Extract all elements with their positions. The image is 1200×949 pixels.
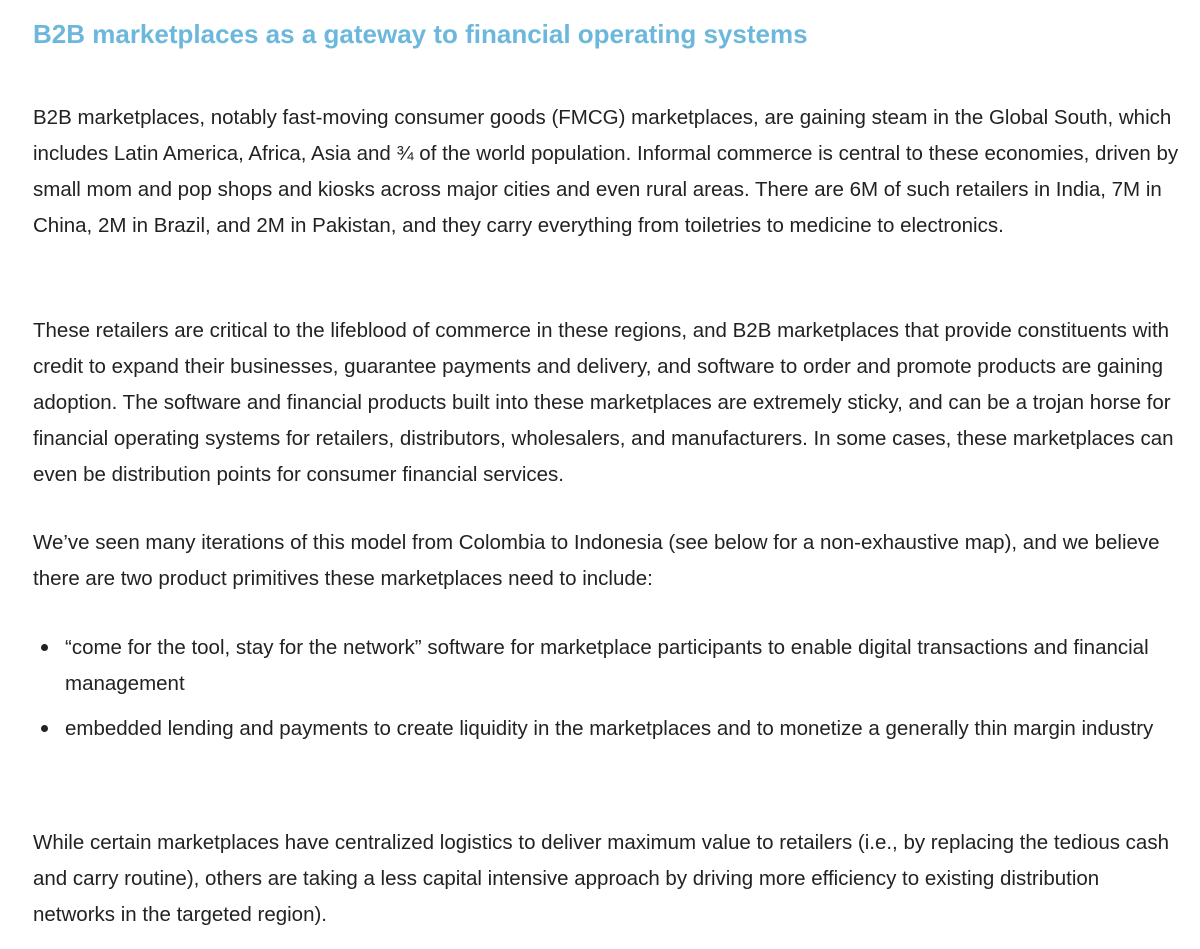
- list-item-text: “come for the tool, stay for the network” software for marketplace participants to enable digital transactions and financial management: [65, 636, 1149, 695]
- paragraph-iterations: We’ve seen many iterations of this model from Colombia to Indonesia (see below for a non-exhaustive map), and we believe there are two product primitives these marketplaces need to include:: [33, 531, 1160, 590]
- list-item-text: embedded lending and payments to create liquidity in the marketplaces and to monetize a generally thin margin industry: [65, 717, 1154, 740]
- paragraph-informal-commerce: B2B marketplaces, notably fast-moving consumer goods (FMCG) marketplaces, are gaining steam in the Global South, which includes Latin America, Africa, Asia and ¾ of the world population. Informal commerce is central to these economies, driven by small mom and pop shops and kiosks across major cities and even rural areas. There are 6M of such retailers in India, 7M in China, 2M in Brazil, and 2M in Pakistan, and they carry everything from toiletries to medicine to electronics.: [33, 106, 1179, 237]
- list-item: [33, 630, 1165, 702]
- article-title: B2B marketplaces as a gateway to financial operating systems: [33, 19, 808, 49]
- paragraph-retailers-critical: These retailers are critical to the lifeblood of commerce in these regions, and B2B marketplaces that provide constituents with credit to expand their businesses, guarantee payments and delivery, and software to order and promote products are gaining adoption. The software and financial products built into these marketplaces are extremely sticky, and can be a trojan horse for financial operating systems for retailers, distributors, wholesalers, and manufacturers. In some cases, these marketplaces can even be distribution points for consumer financial services.: [33, 319, 1174, 486]
- list-item: [33, 711, 1165, 747]
- paragraph-logistics: While certain marketplaces have centralized logistics to deliver maximum value to retailers (i.e., by replacing the tedious cash and carry routine), others are taking a less capital intensive approach by driving more efficiency to existing distribution networks in the targeted region).: [33, 831, 1169, 926]
- bullet-icon: [41, 725, 48, 732]
- product-primitives-list: [33, 630, 1183, 756]
- bullet-icon: [41, 644, 48, 651]
